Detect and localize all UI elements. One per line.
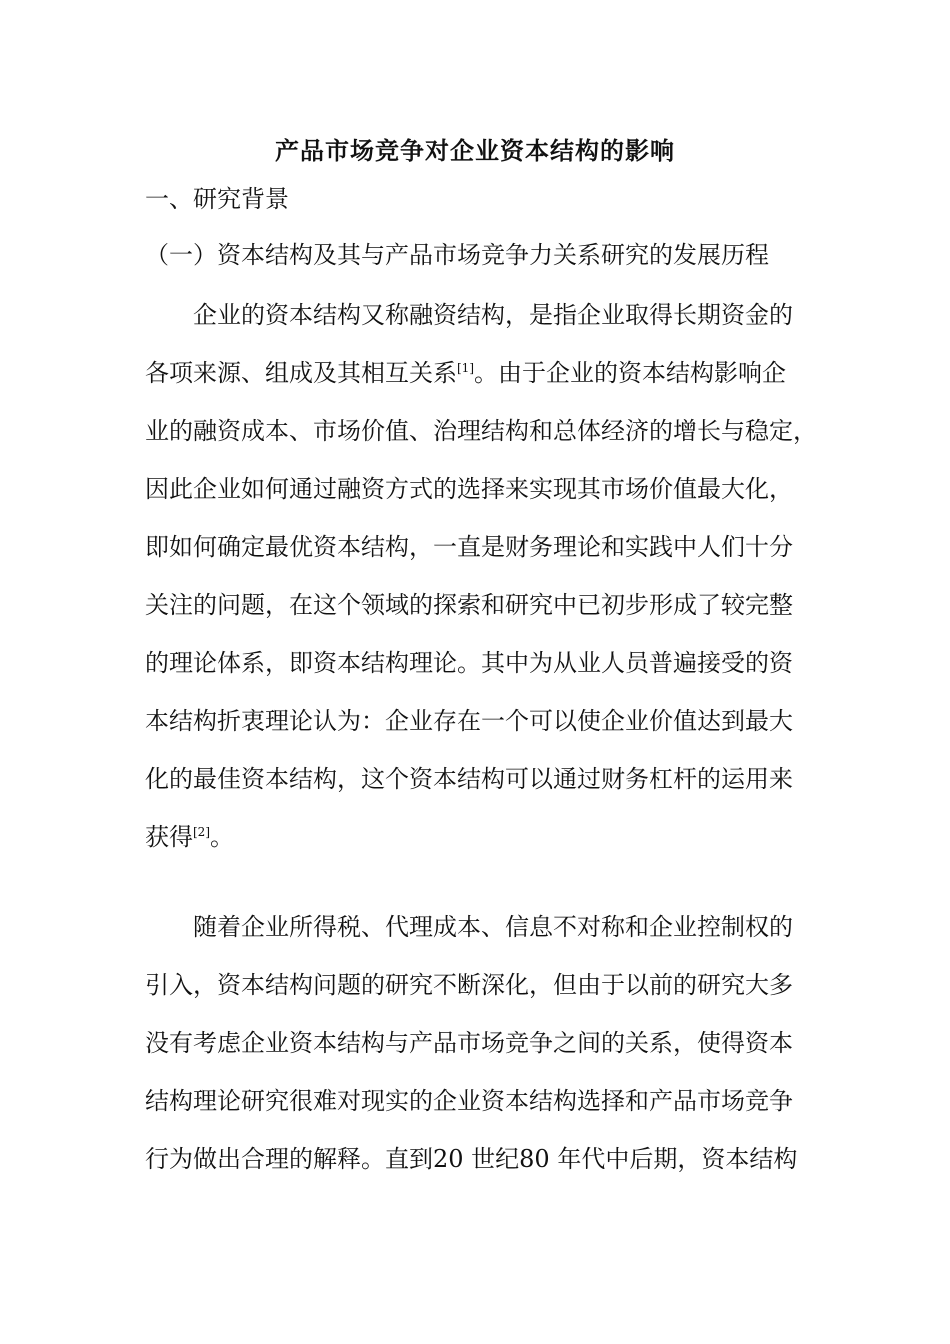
- paragraph-line: 本结构折衷理论认为：企业存在一个可以使企业价值达到最大: [145, 707, 793, 735]
- paragraph-1: [145, 286, 845, 866]
- text-span: 获得: [145, 823, 193, 851]
- document-title: 产品市场竞争对企业资本结构的影响: [275, 137, 675, 165]
- paragraph-line: 结构理论研究很难对现实的企业资本结构选择和产品市场竞争: [145, 1087, 793, 1115]
- text-span: 。: [210, 823, 234, 851]
- paragraph-line: [145, 808, 845, 866]
- text-span: 。由于企业的资本结构影响企: [474, 359, 786, 387]
- paragraph-line: 企业的资本结构又称融资结构，是指企业取得长期资金的: [193, 301, 793, 329]
- paragraph-line: [145, 344, 845, 402]
- paragraph-line: 因此企业如何通过融资方式的选择来实现其市场价值最大化，: [145, 475, 793, 503]
- citation-ref: [2]: [193, 825, 210, 839]
- paragraph-line: 没有考虑企业资本结构与产品市场竞争之间的关系，使得资本: [145, 1029, 793, 1057]
- paragraph-2: [145, 898, 845, 1188]
- citation-ref: [1]: [457, 361, 474, 375]
- paragraph-line: 引入，资本结构问题的研究不断深化，但由于以前的研究大多: [145, 971, 793, 999]
- paragraph-line: 的理论体系，即资本结构理论。其中为从业人员普遍接受的资: [145, 649, 793, 677]
- text-span: 各项来源、组成及其相互关系: [145, 359, 457, 387]
- paragraph-line: 化的最佳资本结构，这个资本结构可以通过财务杠杆的运用来: [145, 765, 793, 793]
- paragraph-line: 关注的问题，在这个领域的探索和研究中已初步形成了较完整: [145, 591, 793, 619]
- paragraph-line: 随着企业所得税、代理成本、信息不对称和企业控制权的: [193, 913, 793, 941]
- paragraph-line: 业的融资成本、市场价值、治理结构和总体经济的增长与稳定，: [145, 417, 817, 445]
- paragraph-line: 行为做出合理的解释。直到20 世纪80 年代中后期，资本结构: [145, 1145, 798, 1173]
- section-heading: 一、研究背景: [145, 185, 289, 213]
- paragraph-line: 即如何确定最优资本结构，一直是财务理论和实践中人们十分: [145, 533, 793, 561]
- subsection-heading: （一）资本结构及其与产品市场竞争力关系研究的发展历程: [145, 241, 769, 269]
